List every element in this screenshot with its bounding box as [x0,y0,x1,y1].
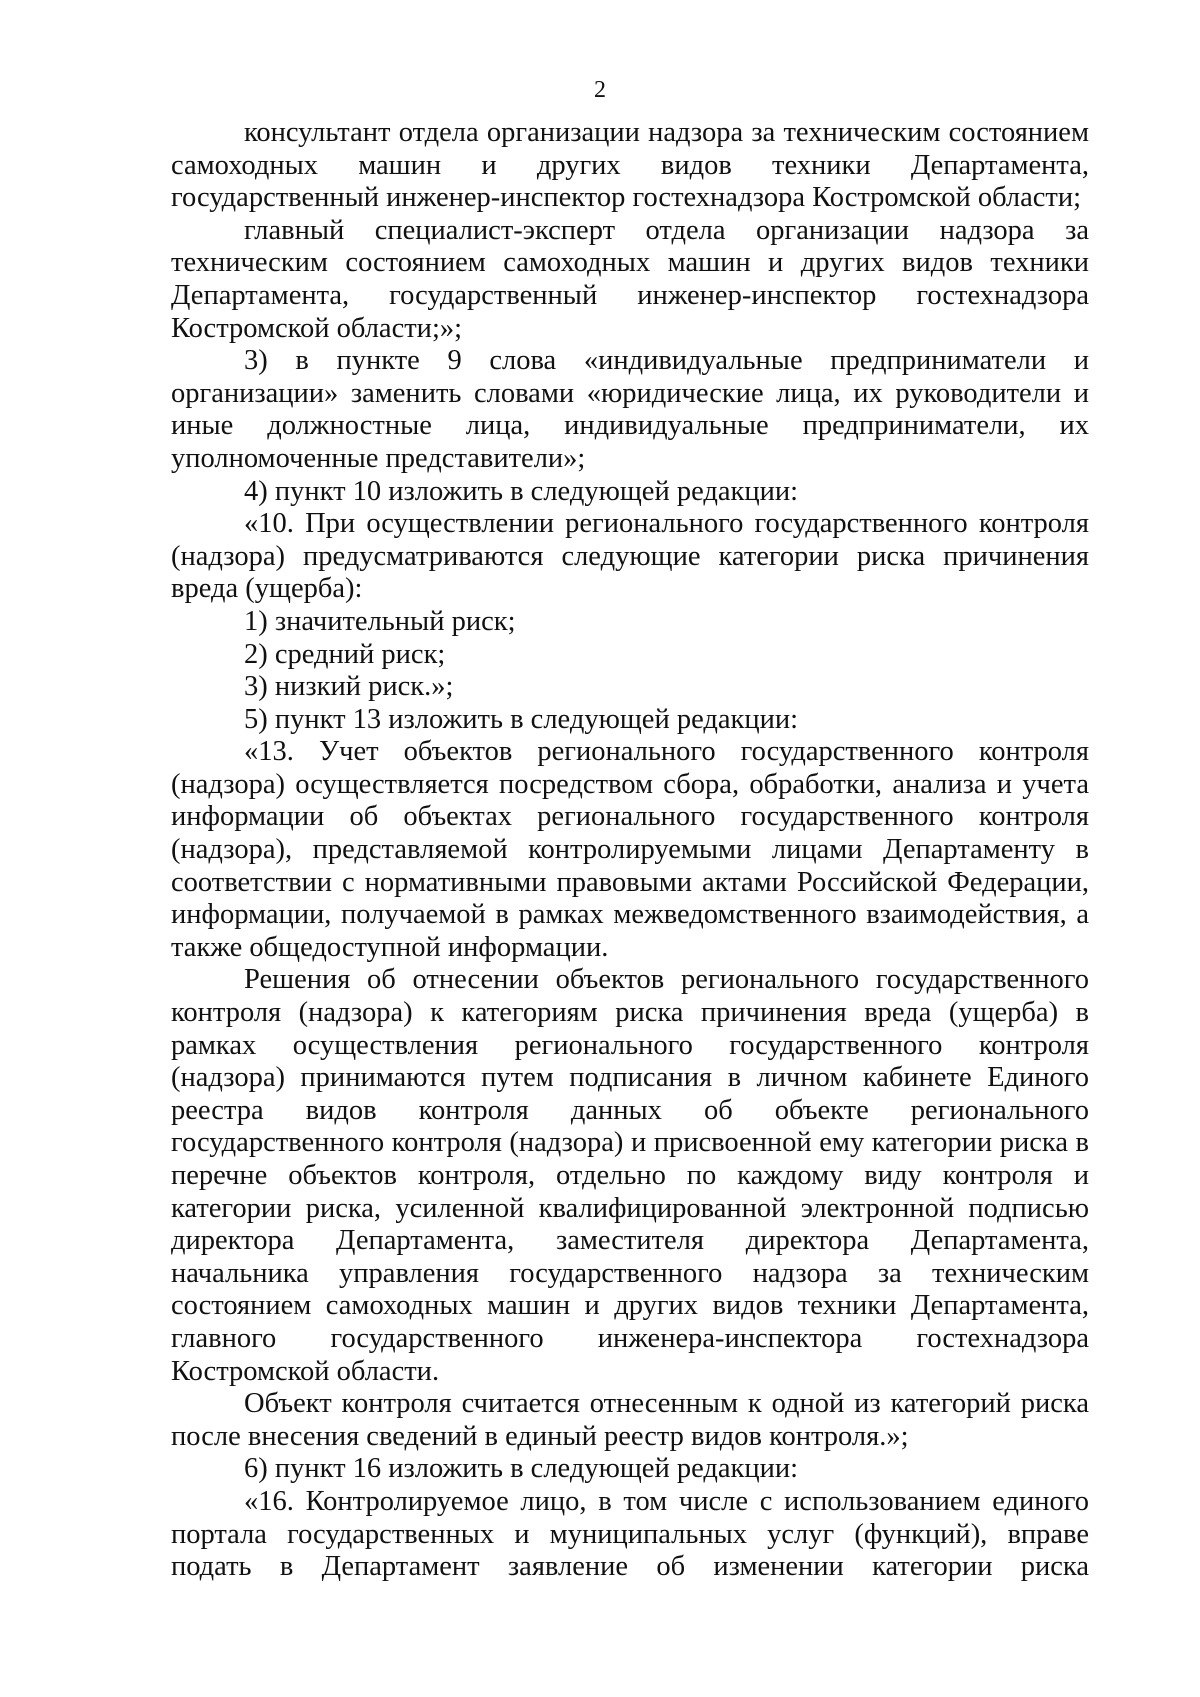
paragraph-item-3: 3) в пункте 9 слова «индивидуальные предприниматели и организации» заменить словами «юридические лица, их руководители и иные должностные лица, индивидуальные предприниматели, их уполномоченные представители»; [171,345,1089,474]
paragraph-object-assigned: Объект контроля считается отнесенным к одной из категорий риска после внесения сведений в единый реестр видов контроля.»; [171,1388,1089,1452]
paragraph-clause-16: «16. Контролируемое лицо, в том числе с использованием единого портала государственных и муниципальных услуг (функций), вправе подать в Департамент заявление об изменении категории риска [171,1485,1089,1583]
paragraph-risk-decisions: Решения об отнесении объектов регионального государственного контроля (надзора) к категориям риска причинения вреда (ущерба) в рамках осуществления регионального государственного контроля (надзора) принимаются путем подписания в личном кабинете Единого реестра видов контроля данных об объекте регионального государственного контроля (надзора) и присвоенной ему категории риска в перечне объектов контроля, отдельно по каждому виду контроля и категории риска, усиленной квалифицированной электронной подписью директора Департамента, заместителя директора Департамента, начальника управления государственного надзора за техническим состоянием самоходных машин и других видов техники Департамента, главного государственного инженера-инспектора гостехнадзора Костромской области. [171,964,1089,1387]
paragraph-item-4: 4) пункт 10 изложить в следующей редакции: [244,475,799,507]
paragraph-item-5: 5) пункт 13 изложить в следующей редакции: [244,703,799,735]
paragraph-clause-10: «10. При осуществлении регионального государственного контроля (надзора) предусматриваются следующие категории риска причинения вреда (ущерба): [171,508,1089,605]
list-item-significant-risk: 1) значительный риск; [244,605,516,637]
paragraph-item-6: 6) пункт 16 изложить в следующей редакции: [244,1453,799,1485]
paragraph-consultant: консультант отдела организации надзора за техническим состоянием самоходных машин и других видов техники Департамента, государственный инженер-инспектор гостехнадзора Костромской области; [171,117,1089,214]
paragraph-chief-specialist: главный специалист-эксперт отдела организации надзора за техническим состоянием самоходных машин и других видов техники Департамента, государственный инженер-инспектор гостехнадзора Костромской области;»; [171,214,1089,344]
paragraph-clause-13: «13. Учет объектов регионального государственного контроля (надзора) осуществляется посредством сбора, обработки, анализа и учета информации об объектах регионального государственного контроля (надзора), представляемой контролируемыми лицами Департаменту в соответствии с нормативными правовыми актами Российской Федерации, информации, получаемой в рамках межведомственного взаимодействия, а также общедоступной информации. [171,736,1089,963]
list-item-medium-risk: 2) средний риск; [244,638,446,670]
page-number: 2 [594,77,606,103]
list-item-low-risk: 3) низкий риск.»; [244,671,454,703]
document-body [171,117,1089,1584]
